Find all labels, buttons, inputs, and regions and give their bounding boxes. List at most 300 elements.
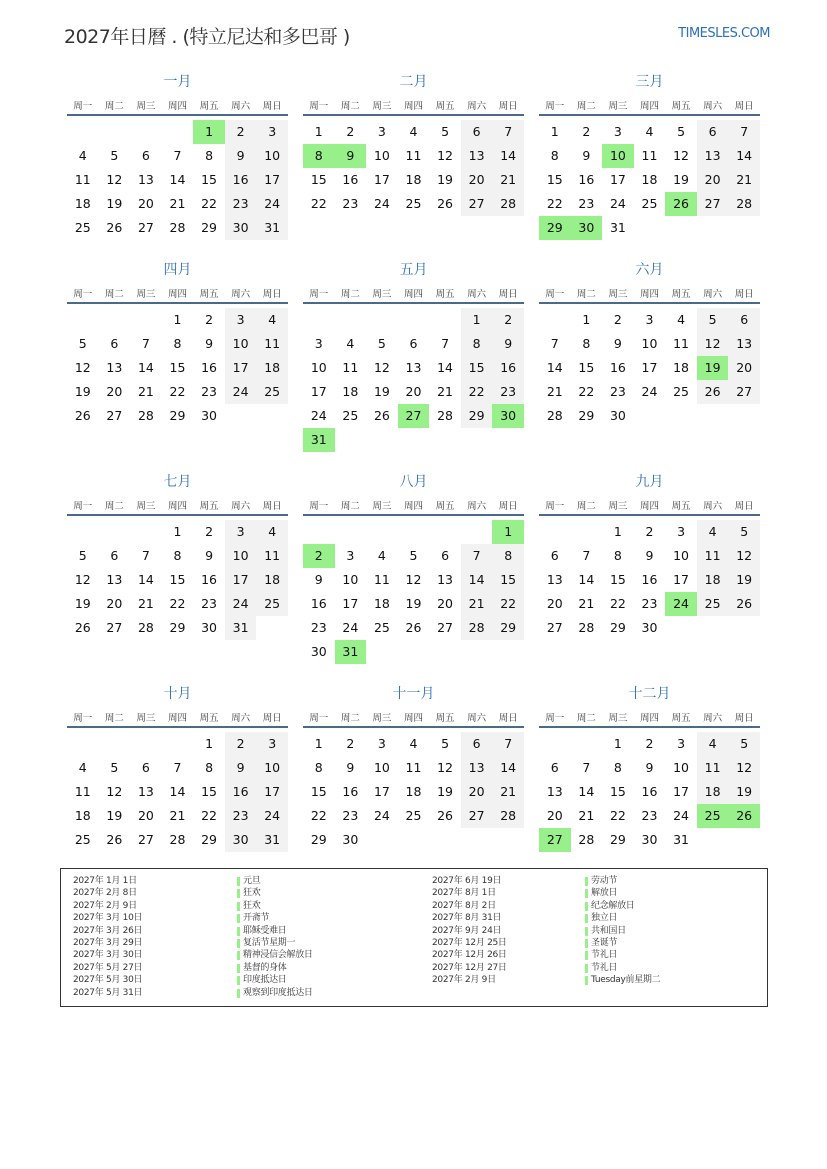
- day-cell: 11: [256, 544, 288, 568]
- weekday-label: 周六: [231, 501, 251, 512]
- day-cell: 19: [405, 596, 422, 611]
- weekday-label: 周日: [734, 289, 754, 300]
- day-cell: 19: [74, 384, 91, 399]
- weekday-label: 周六: [467, 713, 487, 724]
- day-cell: 30: [225, 216, 257, 240]
- holiday-name: 狂欢: [237, 887, 313, 899]
- holiday-dates-col-2: [432, 875, 507, 987]
- day-cell: 22: [578, 384, 595, 399]
- weekday-label: 周六: [231, 289, 251, 300]
- day-cell: 27: [106, 620, 123, 635]
- day-cell: 31: [225, 616, 257, 640]
- weekday-label: 周三: [136, 289, 156, 300]
- day-cell: 15: [609, 784, 626, 799]
- day-cell: 15: [169, 572, 186, 587]
- day-cell: 15: [310, 784, 327, 799]
- weekday-label: 周二: [576, 501, 596, 512]
- day-cell: 25: [256, 592, 288, 616]
- weekday-label: 周二: [104, 101, 124, 112]
- day-cell: 15: [546, 172, 563, 187]
- day-cell: 16: [492, 356, 524, 380]
- day-cell: 20: [405, 384, 422, 399]
- day-cell: 6: [409, 336, 418, 351]
- weekday-label: 周三: [372, 713, 392, 724]
- month-name: 六月: [635, 262, 664, 278]
- day-cell: 18: [405, 784, 422, 799]
- weekday-label: 周四: [639, 501, 659, 512]
- day-cell: 8: [314, 760, 323, 775]
- weekday-header: [539, 500, 760, 516]
- day-cell: 22: [310, 196, 327, 211]
- page-header: [64, 22, 770, 48]
- day-cell: 7: [173, 760, 182, 775]
- day-cell: 3: [225, 308, 257, 332]
- weekday-label: 周一: [545, 101, 565, 112]
- holiday-day-cell: 30: [571, 216, 603, 240]
- day-cell: 12: [728, 756, 760, 780]
- day-cell: 7: [492, 732, 524, 756]
- weekday-header: [303, 288, 524, 304]
- day-cell: 1: [582, 312, 591, 327]
- weekday-label: 周四: [167, 101, 187, 112]
- day-cell: 14: [461, 568, 493, 592]
- day-cell: 27: [546, 620, 563, 635]
- holiday-date: 2027年 3月 10日: [73, 913, 143, 924]
- day-cell: 30: [342, 832, 359, 847]
- day-cell: 13: [461, 756, 493, 780]
- day-cell: 23: [225, 804, 257, 828]
- day-cell: 28: [137, 408, 154, 423]
- day-cell: 8: [613, 760, 622, 775]
- day-cell: 6: [141, 148, 150, 163]
- day-cell: 3: [645, 312, 654, 327]
- holiday-date: 2027年 12月 25日: [432, 937, 507, 948]
- holiday-day-cell: 1: [492, 520, 524, 544]
- day-cell: 14: [169, 784, 186, 799]
- day-cell: 5: [377, 336, 386, 351]
- weekday-label: 周四: [403, 289, 423, 300]
- day-cell: 12: [405, 572, 422, 587]
- weekday-label: 周二: [104, 713, 124, 724]
- day-cell: 3: [314, 336, 323, 351]
- day-cell: 25: [74, 220, 91, 235]
- holiday-name: 耶稣受难日: [237, 925, 313, 937]
- day-cell: 29: [609, 620, 626, 635]
- day-cell: 18: [673, 360, 689, 375]
- day-cell: 28: [492, 192, 524, 216]
- weekday-label: 周一: [73, 289, 93, 300]
- weekday-label: 周五: [435, 501, 455, 512]
- day-cell: 5: [78, 336, 87, 351]
- weekday-label: 周二: [576, 289, 596, 300]
- day-cell: 16: [225, 780, 257, 804]
- holiday-day-cell: 31: [335, 640, 367, 664]
- day-cell: 29: [169, 408, 186, 423]
- day-cell: 10: [256, 756, 288, 780]
- day-cell: 5: [78, 548, 87, 563]
- day-cell: 17: [256, 168, 288, 192]
- day-cell: 7: [550, 336, 559, 351]
- day-cell: 2: [346, 736, 355, 751]
- day-cell: 11: [405, 148, 422, 163]
- day-cell: 24: [373, 196, 390, 211]
- day-cell: 17: [225, 356, 257, 380]
- day-cell: 16: [201, 572, 217, 587]
- weekday-label: 周五: [671, 101, 691, 112]
- holiday-name: 劳动节: [585, 875, 660, 887]
- day-cell: 16: [609, 360, 626, 375]
- day-cell: 30: [641, 832, 658, 847]
- day-cell: 13: [137, 784, 154, 799]
- day-cell: 7: [141, 336, 150, 351]
- weekday-label: 周一: [545, 713, 565, 724]
- day-cell: 9: [346, 760, 355, 775]
- day-cell: 12: [373, 360, 390, 375]
- day-cell: 7: [141, 548, 150, 563]
- day-cell: 11: [641, 148, 658, 163]
- weekday-label: 周日: [262, 501, 282, 512]
- day-cell: 15: [169, 360, 186, 375]
- month-name: 二月: [399, 74, 428, 90]
- day-cell: 13: [106, 360, 123, 375]
- day-cell: 24: [673, 808, 689, 823]
- weekday-label: 周五: [435, 289, 455, 300]
- weekday-label: 周一: [73, 713, 93, 724]
- day-cell: 2: [645, 736, 654, 751]
- day-cell: 20: [106, 596, 123, 611]
- day-cell: 9: [205, 336, 214, 351]
- day-cell: 6: [550, 548, 559, 563]
- day-cell: 10: [256, 144, 288, 168]
- day-cell: 27: [137, 832, 154, 847]
- day-cell: 16: [310, 596, 327, 611]
- day-cell: 13: [697, 144, 729, 168]
- weekday-header: [67, 500, 288, 516]
- month-name: 八月: [399, 474, 428, 490]
- day-cell: 1: [173, 312, 182, 327]
- day-cell: 20: [697, 168, 729, 192]
- weekday-header: [303, 712, 524, 728]
- holiday-name: 独立日: [585, 912, 660, 924]
- day-cell: 8: [461, 332, 493, 356]
- day-cell: 15: [310, 172, 327, 187]
- day-cell: 13: [546, 572, 563, 587]
- day-cell: 28: [578, 832, 595, 847]
- day-cell: 21: [578, 596, 595, 611]
- day-cell: 7: [582, 760, 591, 775]
- holiday-day-cell: 26: [665, 192, 697, 216]
- month-name: 四月: [163, 262, 192, 278]
- site-link[interactable]: TIMESLES.COM: [678, 26, 770, 41]
- holiday-date: 2027年 3月 29日: [73, 937, 143, 948]
- day-cell: 25: [641, 196, 658, 211]
- page-title: 2027年日曆 . (特立尼达和多巴哥 ): [64, 26, 350, 48]
- day-cell: 29: [578, 408, 595, 423]
- day-cell: 18: [641, 172, 658, 187]
- month-name: 七月: [163, 474, 192, 490]
- day-cell: 2: [205, 312, 214, 327]
- day-cell: 20: [137, 196, 154, 211]
- day-cell: 29: [201, 832, 217, 847]
- day-cell: 15: [492, 568, 524, 592]
- day-cell: 19: [106, 808, 123, 823]
- weekday-label: 周日: [734, 713, 754, 724]
- day-cell: 30: [310, 644, 327, 659]
- day-cell: 8: [582, 336, 591, 351]
- holiday-name: 圣诞节: [585, 937, 660, 949]
- day-cell: 18: [373, 596, 390, 611]
- day-cell: 2: [492, 308, 524, 332]
- day-cell: 2: [205, 524, 214, 539]
- day-cell: 21: [546, 384, 563, 399]
- day-cell: 23: [342, 808, 359, 823]
- day-cell: 10: [373, 760, 390, 775]
- day-cell: 18: [256, 568, 288, 592]
- day-cell: 11: [373, 572, 390, 587]
- day-cell: 18: [697, 780, 729, 804]
- day-cell: 22: [310, 808, 327, 823]
- weekday-label: 周一: [73, 501, 93, 512]
- day-cell: 11: [697, 544, 729, 568]
- day-cell: 25: [405, 808, 422, 823]
- weekday-header: [539, 288, 760, 304]
- day-cell: 19: [673, 172, 689, 187]
- weekday-label: 周二: [340, 101, 360, 112]
- day-cell: 4: [78, 148, 87, 163]
- day-cell: 14: [578, 572, 595, 587]
- day-cell: 10: [225, 332, 257, 356]
- holiday-date: 2027年 2月 8日: [73, 888, 137, 899]
- day-cell: 2: [582, 124, 591, 139]
- holiday-name: 基督的身体: [237, 962, 313, 974]
- holiday-day-cell: 30: [492, 404, 524, 428]
- holiday-name: 开斋节: [237, 912, 313, 924]
- weekday-label: 周四: [639, 713, 659, 724]
- day-cell: 17: [256, 780, 288, 804]
- day-cell: 20: [437, 596, 453, 611]
- day-cell: 26: [74, 408, 91, 423]
- day-cell: 8: [613, 548, 622, 563]
- day-cell: 16: [641, 572, 658, 587]
- month-name: 三月: [635, 74, 664, 90]
- weekday-label: 周五: [671, 713, 691, 724]
- day-cell: 11: [342, 360, 359, 375]
- weekday-label: 周日: [734, 101, 754, 112]
- day-cell: 15: [609, 572, 626, 587]
- day-cell: 4: [697, 520, 729, 544]
- day-cell: 28: [169, 220, 186, 235]
- day-cell: 21: [728, 168, 760, 192]
- day-cell: 24: [609, 196, 626, 211]
- day-cell: 1: [314, 736, 323, 751]
- holiday-day-cell: 9: [335, 144, 367, 168]
- day-cell: 22: [169, 596, 186, 611]
- month-name: 一月: [163, 74, 192, 90]
- day-cell: 22: [546, 196, 563, 211]
- weekday-label: 周四: [167, 501, 187, 512]
- day-cell: 3: [256, 120, 288, 144]
- day-cell: 22: [609, 808, 626, 823]
- day-cell: 16: [342, 172, 359, 187]
- day-cell: 28: [137, 620, 154, 635]
- day-cell: 12: [74, 360, 91, 375]
- holiday-day-cell: 27: [539, 828, 571, 852]
- weekday-label: 周六: [703, 289, 723, 300]
- day-cell: 13: [137, 172, 154, 187]
- weekday-label: 周一: [309, 501, 329, 512]
- weekday-label: 周五: [199, 713, 219, 724]
- day-cell: 22: [461, 380, 493, 404]
- day-cell: 3: [256, 732, 288, 756]
- holiday-name: 精神浸信会解放日: [237, 949, 313, 961]
- day-cell: 26: [74, 620, 91, 635]
- day-cell: 4: [409, 124, 418, 139]
- day-cell: 14: [546, 360, 563, 375]
- day-cell: 19: [373, 384, 390, 399]
- day-cell: 1: [205, 736, 214, 751]
- day-cell: 28: [492, 804, 524, 828]
- day-cell: 22: [609, 596, 626, 611]
- weekday-label: 周四: [403, 501, 423, 512]
- day-cell: 4: [409, 736, 418, 751]
- day-cell: 6: [728, 308, 760, 332]
- day-cell: 15: [461, 356, 493, 380]
- day-cell: 7: [441, 336, 450, 351]
- day-cell: 21: [137, 384, 154, 399]
- day-cell: 30: [609, 408, 626, 423]
- day-cell: 10: [342, 572, 359, 587]
- day-cell: 14: [169, 172, 186, 187]
- day-cell: 16: [342, 784, 359, 799]
- day-cell: 23: [310, 620, 327, 635]
- weekday-label: 周日: [498, 501, 518, 512]
- day-cell: 25: [373, 620, 390, 635]
- weekday-label: 周三: [608, 501, 628, 512]
- day-cell: 14: [728, 144, 760, 168]
- day-cell: 20: [461, 780, 493, 804]
- weekday-label: 周日: [734, 501, 754, 512]
- weekday-label: 周三: [136, 713, 156, 724]
- day-cell: 20: [546, 808, 563, 823]
- day-cell: 13: [728, 332, 760, 356]
- holiday-name: 解放日: [585, 887, 660, 899]
- day-cell: 27: [137, 220, 154, 235]
- day-cell: 16: [201, 360, 217, 375]
- day-cell: 6: [550, 760, 559, 775]
- day-cell: 7: [728, 120, 760, 144]
- weekday-label: 周日: [498, 289, 518, 300]
- day-cell: 4: [377, 548, 386, 563]
- day-cell: 24: [641, 384, 658, 399]
- day-cell: 5: [697, 308, 729, 332]
- day-cell: 20: [106, 384, 123, 399]
- holiday-date: 2027年 8月 31日: [432, 913, 502, 924]
- weekday-label: 周五: [671, 501, 691, 512]
- weekday-label: 周三: [372, 101, 392, 112]
- day-cell: 9: [205, 548, 214, 563]
- day-cell: 25: [697, 592, 729, 616]
- holiday-date: 2027年 12月 27日: [432, 962, 507, 973]
- day-cell: 20: [546, 596, 563, 611]
- day-cell: 10: [673, 760, 689, 775]
- holiday-date: 2027年 1月 1日: [73, 876, 137, 886]
- holiday-names-col-1: [237, 875, 313, 999]
- day-cell: 3: [377, 736, 386, 751]
- day-cell: 26: [728, 592, 760, 616]
- day-cell: 26: [106, 832, 123, 847]
- weekday-label: 周五: [199, 289, 219, 300]
- day-cell: 10: [641, 336, 658, 351]
- day-cell: 7: [492, 120, 524, 144]
- weekday-label: 周四: [403, 101, 423, 112]
- day-cell: 19: [74, 596, 91, 611]
- weekday-label: 周二: [340, 289, 360, 300]
- month-name: 十一月: [392, 686, 435, 702]
- weekday-label: 周日: [498, 101, 518, 112]
- weekday-label: 周二: [104, 289, 124, 300]
- holiday-date: 2027年 8月 2日: [432, 900, 496, 911]
- day-cell: 21: [461, 592, 493, 616]
- day-cell: 5: [110, 760, 119, 775]
- weekday-label: 周三: [608, 289, 628, 300]
- day-cell: 8: [173, 548, 182, 563]
- day-cell: 21: [492, 168, 524, 192]
- day-cell: 23: [578, 196, 595, 211]
- weekday-header: [67, 288, 288, 304]
- day-cell: 30: [225, 828, 257, 852]
- holiday-date: 2027年 5月 27日: [73, 962, 143, 973]
- holiday-date: 2027年 3月 30日: [73, 950, 143, 961]
- day-cell: 13: [437, 572, 453, 587]
- day-cell: 5: [441, 736, 450, 751]
- day-cell: 12: [437, 148, 453, 163]
- weekday-header: [539, 712, 760, 728]
- day-cell: 24: [342, 620, 359, 635]
- weekday-label: 周四: [167, 713, 187, 724]
- weekday-label: 周三: [136, 501, 156, 512]
- day-cell: 24: [310, 408, 327, 423]
- day-cell: 14: [578, 784, 595, 799]
- day-cell: 16: [578, 172, 595, 187]
- holiday-name: 节礼日: [585, 962, 660, 974]
- day-cell: 4: [346, 336, 355, 351]
- holiday-name: 观察到印度抵达日: [237, 987, 313, 999]
- holiday-date: 2027年 3月 26日: [73, 925, 143, 936]
- day-cell: 6: [461, 732, 493, 756]
- day-cell: 6: [697, 120, 729, 144]
- weekday-label: 周六: [703, 501, 723, 512]
- day-cell: 2: [613, 312, 622, 327]
- day-cell: 2: [225, 732, 257, 756]
- holiday-day-cell: 26: [728, 804, 760, 828]
- day-cell: 5: [110, 148, 119, 163]
- day-cell: 22: [492, 592, 524, 616]
- day-cell: 11: [256, 332, 288, 356]
- weekday-label: 周三: [372, 501, 392, 512]
- day-cell: 17: [641, 360, 658, 375]
- day-cell: 29: [310, 832, 327, 847]
- day-cell: 18: [74, 196, 91, 211]
- day-cell: 4: [697, 732, 729, 756]
- month-name: 五月: [399, 262, 428, 278]
- day-cell: 12: [697, 332, 729, 356]
- day-cell: 8: [173, 336, 182, 351]
- weekday-label: 周一: [309, 289, 329, 300]
- day-cell: 18: [74, 808, 91, 823]
- day-cell: 24: [225, 380, 257, 404]
- day-cell: 10: [373, 148, 390, 163]
- day-cell: 23: [201, 596, 217, 611]
